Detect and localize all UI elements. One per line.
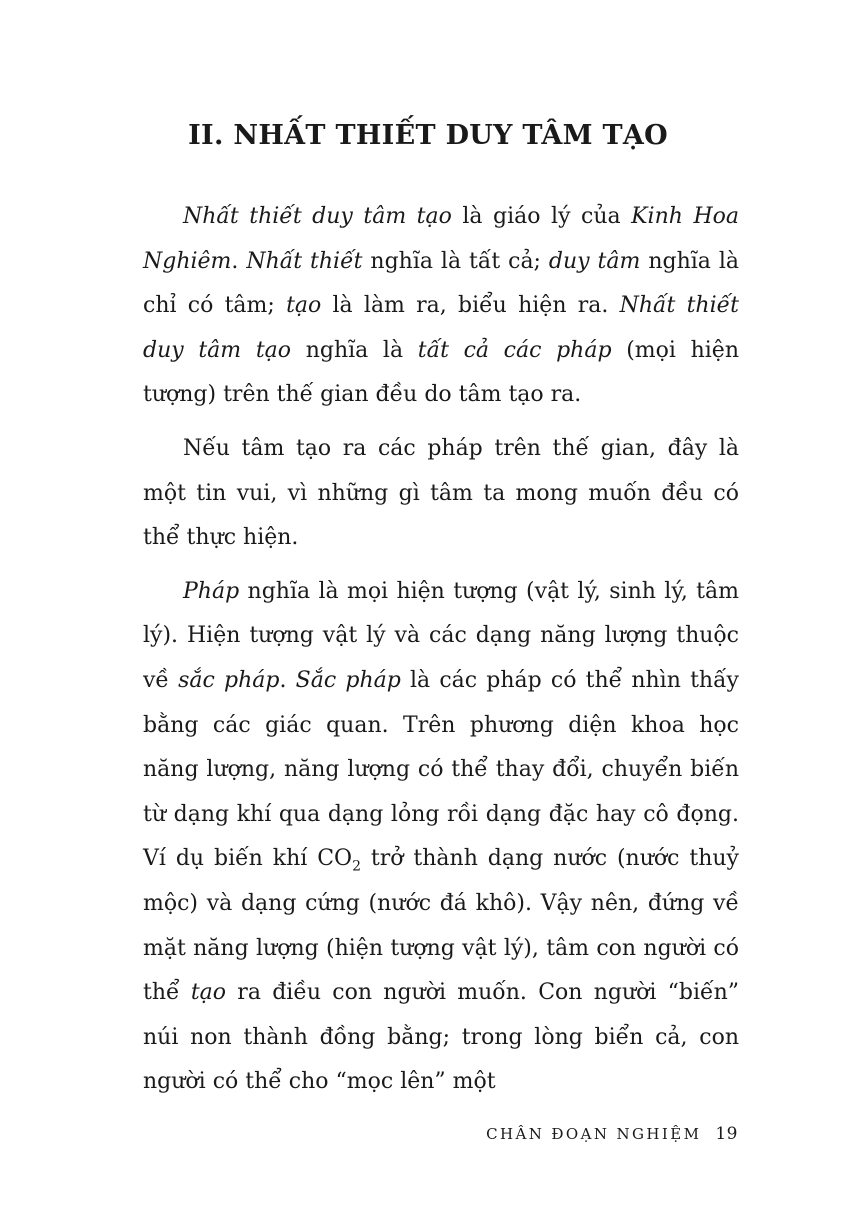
italic-term: Sắc pháp <box>295 667 401 693</box>
chapter-title: II. NHẤT THIẾT DUY TÂM TẠO <box>188 120 668 151</box>
text-run: . <box>279 667 296 693</box>
italic-term: Nhất thiết duy tâm tạo <box>143 293 739 363</box>
text-run: trở thành dạng nước (nước thuỷ mộc) và dạng cứng (nước đá khô). Vậy nên, đứng về mặt năng lượng (hiện tượng vật lý), tâm con người có thể <box>143 846 739 1006</box>
italic-term: Kinh Hoa Nghiêm <box>143 204 739 274</box>
italic-term: Nhất thiết duy tâm tạo <box>183 204 452 229</box>
text-run: là giáo lý của <box>451 204 632 229</box>
italic-term: tạo <box>286 293 322 319</box>
page-number: 19 <box>715 1124 738 1144</box>
text-run: là các pháp có thể nhìn thấy bằng các giác quan. Trên phương diện khoa học năng lượng, năng lượng có thể thay đổi, chuyển biến từ dạng khí qua dạng lỏng rồi dạng đặc hay cô đọng. Ví dụ biến khí CO <box>143 667 739 872</box>
text-run: nghĩa là mọi hiện tượng (vật lý, sinh lý, tâm lý). Hiện tượng vật lý và các dạng năng lượng thuộc về <box>143 578 739 693</box>
page-footer <box>486 1124 738 1144</box>
subscript: 2 <box>352 858 361 875</box>
italic-term: tạo <box>190 980 227 1006</box>
paragraph <box>143 427 739 561</box>
italic-term: tất cả các pháp <box>417 337 612 363</box>
italic-term: sắc pháp <box>178 667 280 693</box>
italic-term: Nhất thiết <box>246 248 363 274</box>
text-run: nghĩa là chỉ có tâm; <box>143 248 739 319</box>
text-run: . <box>231 248 247 274</box>
text-run: là làm ra, biểu hiện ra. <box>321 293 620 319</box>
running-title: CHÂN ĐOẠN NGHIỆM <box>486 1125 702 1143</box>
text-run: ra điều con người muốn. Con người “biến” núi non thành đồng bằng; trong lòng biển cả, con người có thể cho “mọc lên” một <box>143 980 739 1095</box>
text-run: nghĩa là <box>291 337 418 363</box>
italic-term: duy tâm <box>548 248 641 274</box>
paragraph <box>143 570 739 1105</box>
text-run: Nếu tâm tạo ra các pháp trên thế gian, đây là một tin vui, vì những gì tâm ta mong muốn đều có thể thực hiện. <box>143 435 739 551</box>
body-text <box>143 195 739 1114</box>
text-run: (mọi hiện tượng) trên thế gian đều do tâm tạo ra. <box>143 337 739 408</box>
text-run: nghĩa là tất cả; <box>362 248 549 274</box>
paragraph <box>143 195 739 418</box>
italic-term: Pháp <box>183 578 240 604</box>
